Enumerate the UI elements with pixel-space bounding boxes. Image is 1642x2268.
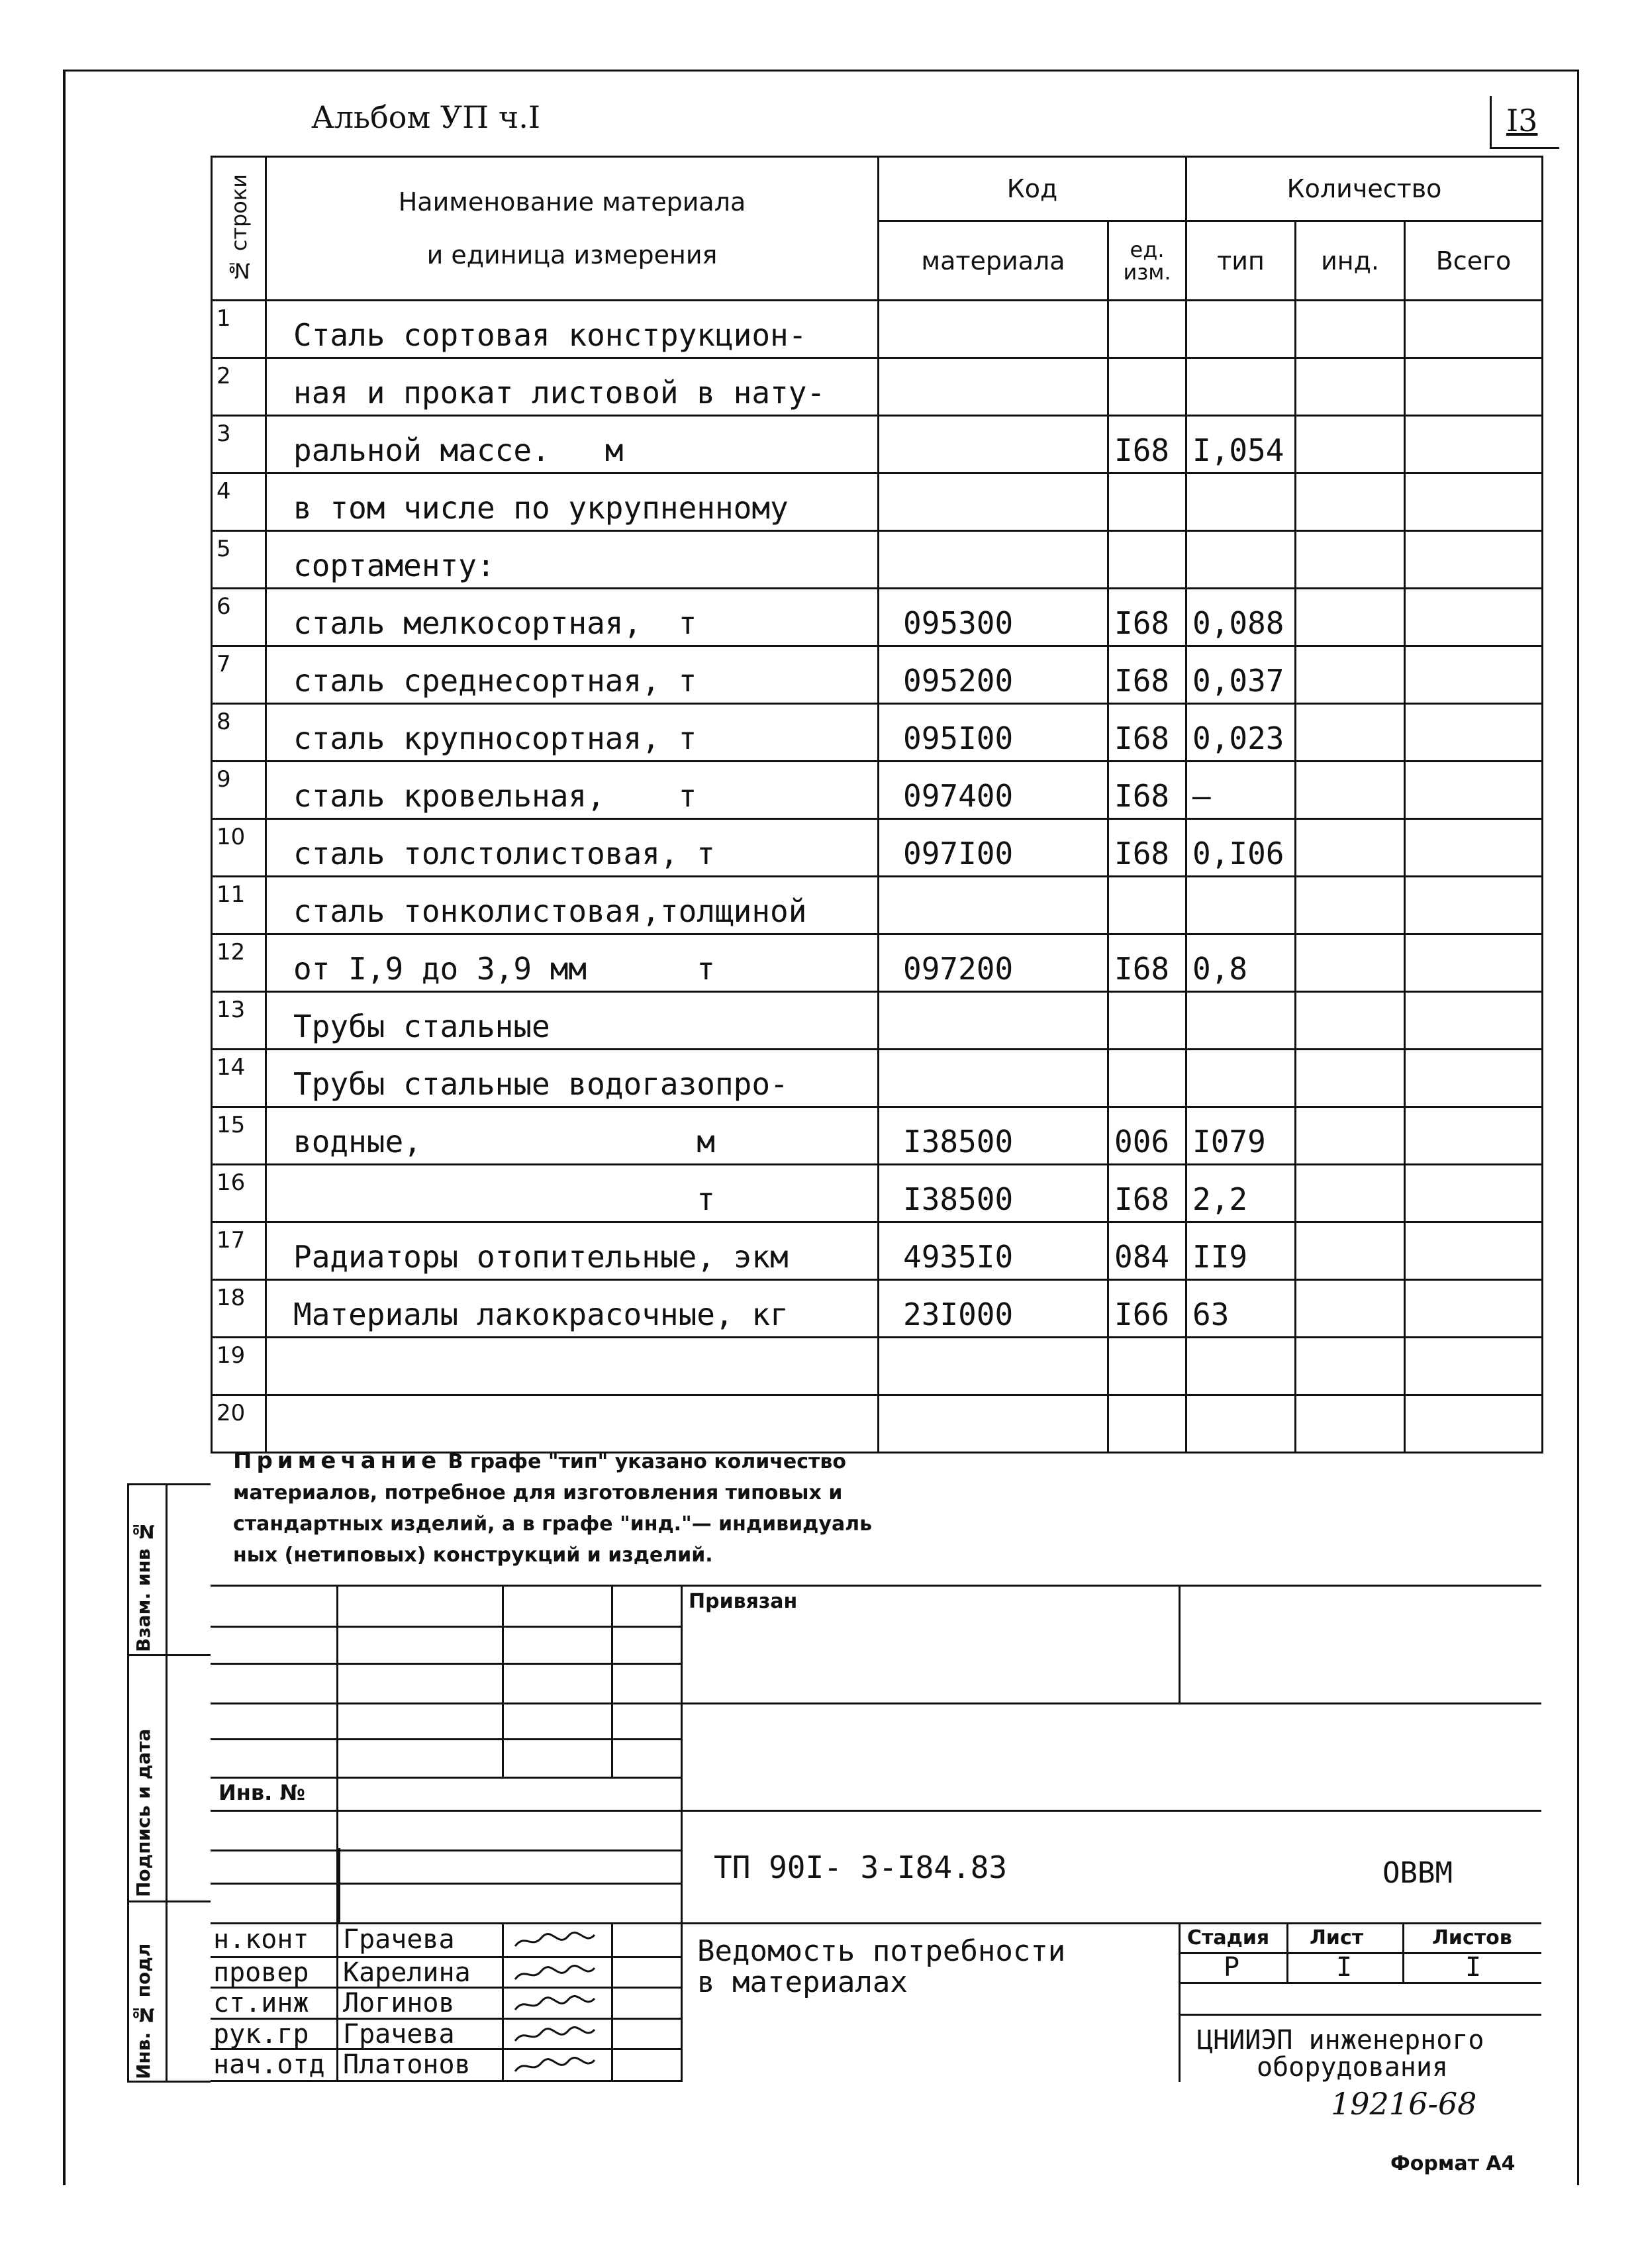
material-name: сталь мелкосортная, т bbox=[266, 589, 879, 646]
code-material-header: материала bbox=[879, 221, 1108, 301]
material-name: от I,9 до 3,9 мм т bbox=[266, 934, 879, 992]
signer-name: Грачева bbox=[343, 1924, 455, 1955]
row-number: 11 bbox=[212, 877, 266, 934]
material-name: Трубы стальные водогазопро- bbox=[266, 1050, 879, 1107]
row-number: 14 bbox=[212, 1050, 266, 1107]
signer-role: нач.отд bbox=[213, 2049, 325, 2080]
stamp-hline bbox=[211, 1738, 681, 1740]
quantity-total bbox=[1405, 1338, 1543, 1395]
table-row bbox=[212, 589, 1543, 646]
material-name: Материалы лакокрасочные, кг bbox=[266, 1280, 879, 1338]
stamp-vline bbox=[611, 1585, 613, 1777]
row-number: 13 bbox=[212, 992, 266, 1050]
privyazan-label: Привязан bbox=[689, 1590, 798, 1613]
unit-code: I66 bbox=[1108, 1280, 1186, 1338]
unit-code: I68 bbox=[1108, 762, 1186, 819]
table-row bbox=[212, 1280, 1543, 1338]
material-code bbox=[879, 358, 1108, 416]
material-name bbox=[266, 1395, 879, 1453]
material-code bbox=[879, 1395, 1108, 1453]
row-number: 17 bbox=[212, 1222, 266, 1280]
quantity-type: 0,I06 bbox=[1186, 819, 1296, 877]
row-number-header-label: № строки bbox=[226, 173, 252, 283]
unit-code bbox=[1108, 1338, 1186, 1395]
quantity-ind bbox=[1296, 531, 1405, 589]
note-line4: ных (нетиповых) конструкций и изделий. bbox=[233, 1544, 713, 1567]
row-number: 2 bbox=[212, 358, 266, 416]
table-row bbox=[212, 819, 1543, 877]
table-row bbox=[212, 416, 1543, 473]
note-line2: материалов, потребное для изготовления типовых и bbox=[233, 1481, 843, 1504]
quantity-type: 0,023 bbox=[1186, 704, 1296, 762]
material-name: водные, м bbox=[266, 1107, 879, 1165]
quantity-total bbox=[1405, 531, 1543, 589]
stamp-hline bbox=[1179, 2014, 1541, 2016]
stamp-hline bbox=[211, 1626, 681, 1628]
table-row bbox=[212, 358, 1543, 416]
material-name: сталь толстолистовая, т bbox=[266, 819, 879, 877]
table-row bbox=[212, 301, 1543, 358]
quantity-total bbox=[1405, 1280, 1543, 1338]
quantity-type: 63 bbox=[1186, 1280, 1296, 1338]
material-name: Радиаторы отопительные, экм bbox=[266, 1222, 879, 1280]
row-number: 5 bbox=[212, 531, 266, 589]
type-header: тип bbox=[1186, 221, 1296, 301]
row-number: 10 bbox=[212, 819, 266, 877]
unit-code: I68 bbox=[1108, 646, 1186, 704]
quantity-type: – bbox=[1186, 762, 1296, 819]
stamp-top-line bbox=[211, 1585, 1541, 1587]
stamp-vline bbox=[1179, 1585, 1181, 1702]
material-code bbox=[879, 877, 1108, 934]
quantity-total bbox=[1405, 1050, 1543, 1107]
material-code bbox=[879, 992, 1108, 1050]
quantity-ind bbox=[1296, 1050, 1405, 1107]
quantity-ind bbox=[1296, 819, 1405, 877]
quantity-total bbox=[1405, 473, 1543, 531]
code-unit-header: ед. изм. bbox=[1108, 221, 1186, 301]
quantity-type bbox=[1186, 531, 1296, 589]
material-name: сталь кровельная, т bbox=[266, 762, 879, 819]
stamp-vline bbox=[502, 1922, 504, 2082]
quantity-ind bbox=[1296, 1165, 1405, 1222]
row-number: 8 bbox=[212, 704, 266, 762]
stamp-hline bbox=[211, 2080, 681, 2082]
quantity-total bbox=[1405, 992, 1543, 1050]
quantity-ind bbox=[1296, 1107, 1405, 1165]
stage-label: Стадия bbox=[1187, 1926, 1270, 1949]
unit-code bbox=[1108, 358, 1186, 416]
quantity-ind bbox=[1296, 1280, 1405, 1338]
signature-scribble bbox=[512, 1993, 598, 2016]
row-number: 12 bbox=[212, 934, 266, 992]
row-number: 1 bbox=[212, 301, 266, 358]
signer-role: провер bbox=[213, 1957, 309, 1988]
quantity-type bbox=[1186, 358, 1296, 416]
note-line1: В графе "тип" указано количество bbox=[448, 1450, 846, 1473]
quantity-ind bbox=[1296, 589, 1405, 646]
quantity-ind bbox=[1296, 992, 1405, 1050]
organization-line2: оборудования bbox=[1257, 2052, 1448, 2083]
quantity-type: 0,037 bbox=[1186, 646, 1296, 704]
stamp-hline bbox=[211, 1810, 1541, 1812]
material-code: 097200 bbox=[879, 934, 1108, 992]
ind-header: инд. bbox=[1296, 221, 1405, 301]
name-header-line2: и единица измерения bbox=[426, 240, 718, 270]
unit-code bbox=[1108, 301, 1186, 358]
signer-name: Карелина bbox=[343, 1957, 471, 1988]
unit-code: 084 bbox=[1108, 1222, 1186, 1280]
title-block bbox=[211, 1585, 1541, 2083]
unit-code bbox=[1108, 473, 1186, 531]
material-code: I38500 bbox=[879, 1107, 1108, 1165]
row-number: 9 bbox=[212, 762, 266, 819]
table-row bbox=[212, 1222, 1543, 1280]
materials-table bbox=[211, 156, 1543, 1454]
row-number: 3 bbox=[212, 416, 266, 473]
stamp-vline bbox=[338, 1848, 340, 1922]
material-code: 095200 bbox=[879, 646, 1108, 704]
album-title: Альбом УП ч.I bbox=[311, 99, 541, 135]
row-number: 16 bbox=[212, 1165, 266, 1222]
unit-code bbox=[1108, 1395, 1186, 1453]
stamp-vline bbox=[336, 1585, 338, 2082]
unit-code: I68 bbox=[1108, 416, 1186, 473]
stamp-vline bbox=[1286, 1922, 1288, 1982]
stamp-hline bbox=[211, 1849, 681, 1851]
sheet-value: I bbox=[1336, 1952, 1353, 1983]
inv-no-label: Инв. № bbox=[218, 1780, 305, 1805]
row-number: 6 bbox=[212, 589, 266, 646]
section-code: ОВВМ bbox=[1382, 1856, 1453, 1890]
row-number: 18 bbox=[212, 1280, 266, 1338]
table-row bbox=[212, 1165, 1543, 1222]
table-row bbox=[212, 992, 1543, 1050]
quantity-total bbox=[1405, 416, 1543, 473]
table-row bbox=[212, 877, 1543, 934]
quantity-ind bbox=[1296, 934, 1405, 992]
unit-code bbox=[1108, 531, 1186, 589]
quantity-total bbox=[1405, 1107, 1543, 1165]
stamp-hline bbox=[211, 1702, 1541, 1704]
quantity-ind bbox=[1296, 416, 1405, 473]
signature-scribble bbox=[512, 2055, 598, 2077]
material-code bbox=[879, 531, 1108, 589]
material-code bbox=[879, 1050, 1108, 1107]
stamp-vline bbox=[1402, 1922, 1404, 1982]
quantity-total bbox=[1405, 1395, 1543, 1453]
quantity-ind bbox=[1296, 301, 1405, 358]
note-block bbox=[233, 1446, 872, 1571]
material-code: 095300 bbox=[879, 589, 1108, 646]
document-title-line2: в материалах bbox=[697, 1965, 908, 1999]
quantity-ind bbox=[1296, 473, 1405, 531]
quantity-type: 0,088 bbox=[1186, 589, 1296, 646]
table-row bbox=[212, 1395, 1543, 1453]
signer-role: ст.инж bbox=[213, 1988, 309, 2018]
row-number: 4 bbox=[212, 473, 266, 531]
quantity-type bbox=[1186, 1395, 1296, 1453]
quantity-total bbox=[1405, 358, 1543, 416]
material-code: I38500 bbox=[879, 1165, 1108, 1222]
signer-role: н.конт bbox=[213, 1924, 309, 1955]
material-code: 095I00 bbox=[879, 704, 1108, 762]
quantity-total bbox=[1405, 934, 1543, 992]
material-name: Сталь сортовая конструкцион- bbox=[266, 301, 879, 358]
stamp-vline bbox=[502, 1585, 504, 1777]
signer-role: рук.гр bbox=[213, 2019, 309, 2049]
unit-code: 006 bbox=[1108, 1107, 1186, 1165]
quantity-ind bbox=[1296, 1222, 1405, 1280]
material-name: сталь крупносортная, т bbox=[266, 704, 879, 762]
table-row bbox=[212, 1338, 1543, 1395]
side-label-podpis: Подпись и дата bbox=[132, 1728, 154, 1897]
quantity-type bbox=[1186, 301, 1296, 358]
quantity-total bbox=[1405, 589, 1543, 646]
quantity-total bbox=[1405, 819, 1543, 877]
name-header-line1: Наименование материала bbox=[398, 187, 746, 217]
material-code: 097I00 bbox=[879, 819, 1108, 877]
signer-name: Платонов bbox=[343, 2049, 471, 2080]
materials-table-body bbox=[212, 301, 1543, 1453]
side-divider-v bbox=[166, 1483, 168, 2083]
quantity-type bbox=[1186, 1050, 1296, 1107]
quantity-total bbox=[1405, 762, 1543, 819]
quantity-header: Количество bbox=[1186, 157, 1543, 221]
material-code: 23I000 bbox=[879, 1280, 1108, 1338]
material-name: сталь среднесортная, т bbox=[266, 646, 879, 704]
material-name: сортаменту: bbox=[266, 531, 879, 589]
material-code bbox=[879, 1338, 1108, 1395]
unit-code bbox=[1108, 992, 1186, 1050]
quantity-type bbox=[1186, 473, 1296, 531]
quantity-ind bbox=[1296, 646, 1405, 704]
sheets-label: Листов bbox=[1432, 1926, 1512, 1949]
table-row bbox=[212, 473, 1543, 531]
format-label: Формат А4 bbox=[1390, 2152, 1516, 2175]
quantity-type: 2,2 bbox=[1186, 1165, 1296, 1222]
quantity-ind bbox=[1296, 1395, 1405, 1453]
unit-code: I68 bbox=[1108, 934, 1186, 992]
quantity-ind bbox=[1296, 762, 1405, 819]
row-number: 20 bbox=[212, 1395, 266, 1453]
material-name: сталь тонколистовая,толщиной bbox=[266, 877, 879, 934]
name-header bbox=[266, 157, 879, 301]
note-line3: стандартных изделий, а в графе "инд."— индивидуаль bbox=[233, 1512, 873, 1536]
material-name: т bbox=[266, 1165, 879, 1222]
sheets-value: I bbox=[1465, 1952, 1482, 1983]
row-number-header bbox=[212, 157, 266, 301]
table-row bbox=[212, 1107, 1543, 1165]
signer-name: Логинов bbox=[343, 1988, 455, 2018]
total-header: Всего bbox=[1405, 221, 1543, 301]
unit-code: I68 bbox=[1108, 589, 1186, 646]
material-code: 4935I0 bbox=[879, 1222, 1108, 1280]
signature-scribble bbox=[512, 1963, 598, 1985]
quantity-total bbox=[1405, 646, 1543, 704]
quantity-ind bbox=[1296, 877, 1405, 934]
page-number: I3 bbox=[1506, 103, 1538, 138]
signature-scribble bbox=[512, 2024, 598, 2047]
handwritten-number: 19216-68 bbox=[1331, 2086, 1477, 2122]
organization-line1: ЦНИИЭП инженерного bbox=[1197, 2025, 1484, 2055]
row-number: 19 bbox=[212, 1338, 266, 1395]
unit-code: I68 bbox=[1108, 1165, 1186, 1222]
material-name bbox=[266, 1338, 879, 1395]
side-divider-2 bbox=[127, 1900, 211, 1902]
stamp-hline bbox=[211, 1777, 681, 1779]
stamp-vline bbox=[611, 1922, 613, 2082]
side-label-vzam: Взам. инв № bbox=[132, 1520, 154, 1652]
material-name: ная и прокат листовой в нату- bbox=[266, 358, 879, 416]
stage-value: Р bbox=[1224, 1952, 1240, 1983]
quantity-type bbox=[1186, 992, 1296, 1050]
unit-code: I68 bbox=[1108, 819, 1186, 877]
quantity-total bbox=[1405, 1165, 1543, 1222]
stamp-hline bbox=[211, 1663, 681, 1665]
material-name: ральной массе. м bbox=[266, 416, 879, 473]
document-code: ТП 90I- 3-I84.83 bbox=[714, 1849, 1008, 1885]
stamp-vline bbox=[1179, 1922, 1181, 2082]
unit-code bbox=[1108, 877, 1186, 934]
unit-code: I68 bbox=[1108, 704, 1186, 762]
material-name: Трубы стальные bbox=[266, 992, 879, 1050]
table-row bbox=[212, 762, 1543, 819]
quantity-type bbox=[1186, 1338, 1296, 1395]
signature-scribble bbox=[512, 1930, 598, 1952]
row-number: 7 bbox=[212, 646, 266, 704]
sheet-label: Лист bbox=[1310, 1926, 1364, 1949]
material-code bbox=[879, 473, 1108, 531]
unit-code bbox=[1108, 1050, 1186, 1107]
code-header: Код bbox=[879, 157, 1186, 221]
table-row bbox=[212, 704, 1543, 762]
quantity-total bbox=[1405, 301, 1543, 358]
material-code bbox=[879, 416, 1108, 473]
quantity-type: I,054 bbox=[1186, 416, 1296, 473]
row-number: 15 bbox=[212, 1107, 266, 1165]
note-title: Примечание bbox=[233, 1448, 442, 1474]
side-divider-1 bbox=[127, 1654, 211, 1656]
material-name: в том числе по укрупненному bbox=[266, 473, 879, 531]
quantity-ind bbox=[1296, 358, 1405, 416]
side-label-inv-podl: Инв. № подл bbox=[132, 1943, 154, 2079]
quantity-ind bbox=[1296, 1338, 1405, 1395]
signer-name: Грачева bbox=[343, 2019, 455, 2049]
table-row bbox=[212, 1050, 1543, 1107]
table-row bbox=[212, 646, 1543, 704]
quantity-total bbox=[1405, 877, 1543, 934]
quantity-type bbox=[1186, 877, 1296, 934]
material-code bbox=[879, 301, 1108, 358]
stamp-hline bbox=[211, 1883, 681, 1885]
quantity-ind bbox=[1296, 704, 1405, 762]
quantity-type: I079 bbox=[1186, 1107, 1296, 1165]
table-row bbox=[212, 934, 1543, 992]
quantity-type: II9 bbox=[1186, 1222, 1296, 1280]
table-row bbox=[212, 531, 1543, 589]
quantity-total bbox=[1405, 704, 1543, 762]
stamp-vline bbox=[681, 1585, 683, 2082]
document-title-line1: Ведомость потребности bbox=[697, 1934, 1066, 1968]
quantity-type: 0,8 bbox=[1186, 934, 1296, 992]
quantity-total bbox=[1405, 1222, 1543, 1280]
material-code: 097400 bbox=[879, 762, 1108, 819]
